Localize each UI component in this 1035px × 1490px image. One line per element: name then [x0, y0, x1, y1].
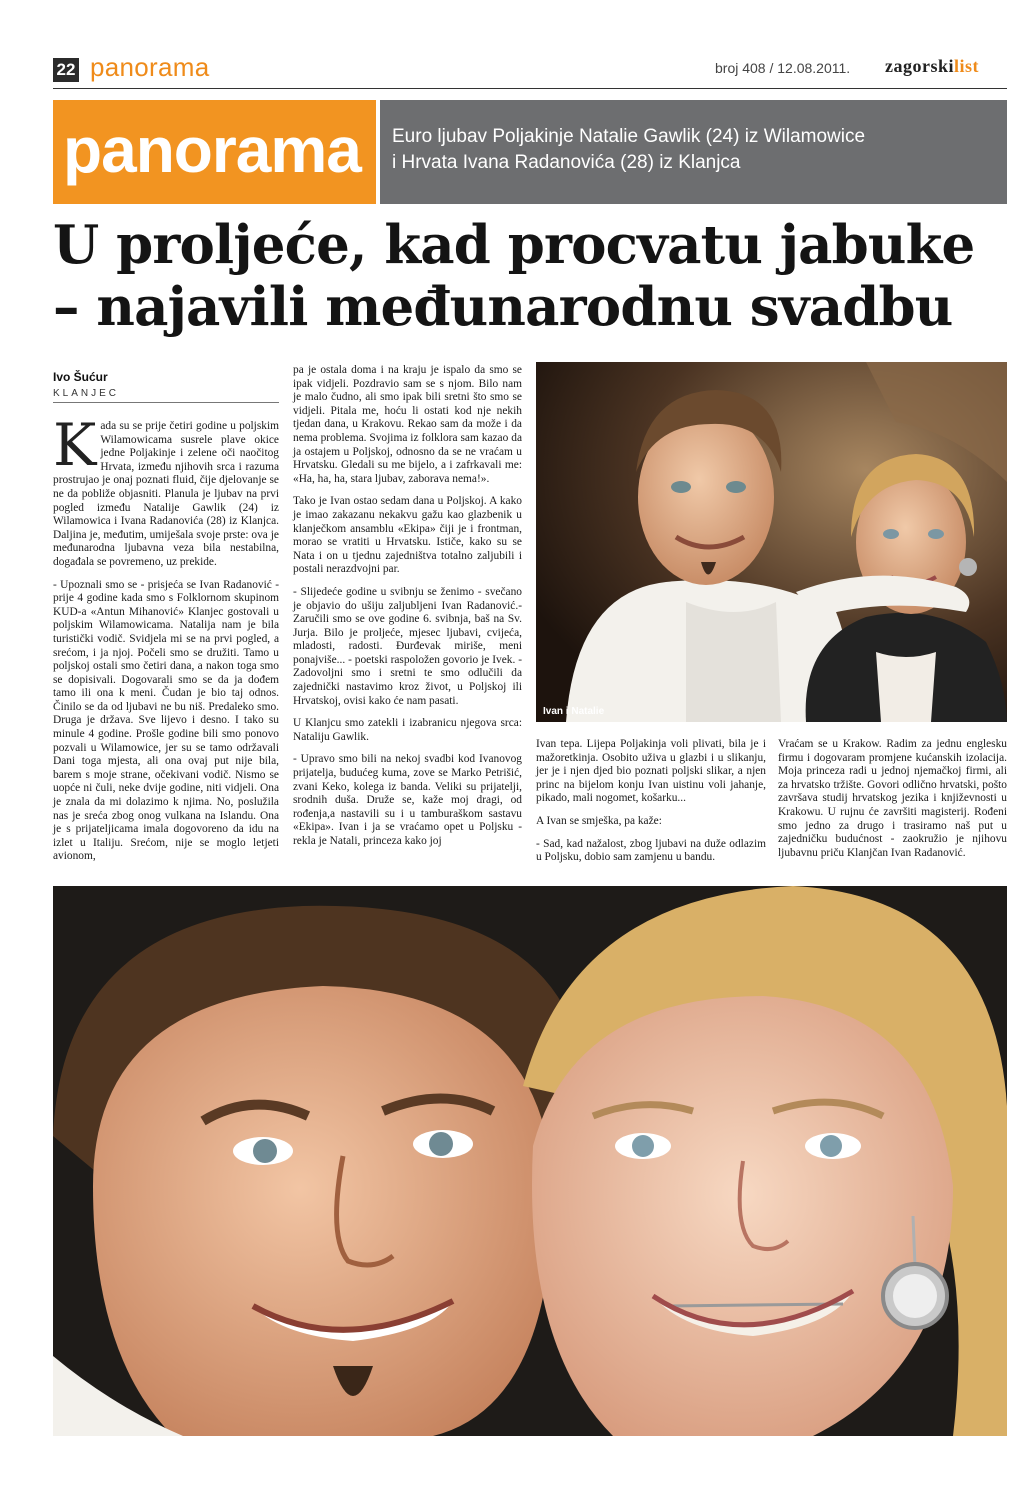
subheadline-line-2: i Hrvata Ivana Radanovića (28) iz Klanjca: [392, 152, 741, 173]
page-number: 22: [53, 58, 79, 82]
section-label: panorama: [90, 52, 210, 82]
byline-place: KLANJEC: [53, 388, 120, 399]
article-paragraph: - Slijedeće godine u svibnju se ženimo - svečano je objavio do ušiju zaljubljeni Ivan Radanović.- Zaručili smo se ove godine 6. svibnja, baš na Sv. Jurja. Bilo je proljeće, mjesec ljubavi, cvijeća, mladosti, radosti. Đurđevak miriše, meni ponajviše... - poetski raspoložen govorio je Ivek. - Zadovoljni smo i sretni te smo odlučili da zajednički nastavimo kroz život, u Poljskoj ili Hrvatskoj, ovisi kako će nam pasati.: [293, 585, 522, 707]
couple-photo-small-image: [536, 362, 1007, 722]
couple-photo-small: [536, 362, 1007, 722]
article-column-3: [536, 738, 766, 874]
byline-author: Ivo Šućur: [53, 370, 108, 384]
couple-photo-large-image: [53, 886, 1007, 1436]
headline-line-1: U proljeće, kad procvatu jabuke: [53, 214, 975, 276]
photo-caption: Ivan i Natalie: [543, 706, 605, 717]
article-paragraph: - Upravo smo bili na nekoj svadbi kod Ivanovog prijatelja, budućeg kuma, zove se Marko Petrišić, zvani Keko, kolega iz banda. Veliki su prijatelji, srodnih duša. Druže se, kaže moj dragi, od rođenja,a nastavili su i u tamburaškom sastavu «Ekipa». Ivan i ja se vraćamo opet u Poljsku - rekla je Natali, princeza kako joj: [293, 753, 522, 847]
article-paragraph: Tako je Ivan ostao sedam dana u Poljskoj. A kako je imao zakazanu nekakvu gažu kao glazbenik u klanječkom ansamblu «Ekipa» čiji je i frontman, morao se vratiti u Hrvatsku. Ističe, kako su se Nata i on u tjednu zajedništva totalno zaljubili i postali nerazdvojni par.: [293, 495, 522, 576]
article-paragraph: U Klanjcu smo zatekli i izabranicu njegova srca: Nataliju Gawlik.: [293, 717, 522, 743]
paragraph-text: ada su se prije četiri godine u poljskim Wilamowicama susrele plave okice jedne Poljakinje i zelene oči naočitog Hrvata, između njihovih srca i razuma prostrujao je onaj poznati fluid, čije djelovanje se ne da pobliže objasniti. Planula je ljubav na prvi pogled između Natalije Gawlik (24) iz Wilamowica i Ivana Radanovića (28) iz Klanjca. Daljina je, međutim, umiješala svoje prste: ova je međunarodna ljubavna veza bila nestabilna, događala se povremeno, uz prekide.: [53, 420, 279, 568]
article-paragraph: A Ivan se smješka, pa kaže:: [536, 814, 662, 827]
kicker-text: panorama: [63, 114, 361, 186]
article-column-2: [293, 364, 522, 858]
article-paragraph: - Sad, kad nažalost, zbog ljubavi na duže odlazim u Poljsku, dobio sam zamjenu u bandu.: [536, 837, 766, 864]
headline: [53, 214, 1013, 338]
drop-cap: K: [53, 411, 97, 479]
issue-info: broj 408 / 12.08.2011.: [715, 60, 851, 76]
article-paragraph: - Upoznali smo se - prisjeća se Ivan Radanović - prije 4 godine kada smo s Folklornom skupinom KUD-a «Antun Mihanović» Klanjec gostovali u poljskim Wilamowicama. Natalija nam je bila turistički vodič. Svidjela mi se na prvi pogled, a srećom, i ja njoj. Počeli smo se družiti. Tamo u poljskoj ostali smo četiri dana, a nakon toga smo se dopisivali. Dogovarali smo se da ja dođem tamo ili ona k meni. Čudan je bio taj odnos. Činilo se da od ljubavi ne bu niš. Predaleko smo. Druga je država. Sve lijevo i desno. I tako su minule 4 godine. Prošle godine bili smo ponovo pozvali u Wilamowice, jer su se tamo održavali Dani toga mjesta, ali ona ovaj put nije bila, barem s moje strane, očekivani vodič. Nismo se uopće ni čuli, neke dvije godine, niti vidjeli. Ona je znala da mi dolazimo k njima. No, poslužila nas je sreća zbog onog vulkana na Islandu. Ona je s prijateljicama imala dogovoreno da idu na izlet u Italiju. Srećom, nije se moglo letjeti avionom,: [53, 578, 279, 863]
headline-line-2: – najavili međunarodnu svadbu: [53, 276, 953, 338]
article-paragraph: Ivan tepa. Lijepa Poljakinja voli plivati, bila je i mažoretkinja. Osobito uživa u glazbi i u slikanju, jer je i njen djed bio poznati poljski slikar, a njen princ na bijelom konju Ivan uistinu voli jahanje, pikado, mali nogomet, košarku...: [536, 738, 766, 805]
article-column-4: [778, 738, 1007, 869]
subheadline: [392, 124, 992, 176]
byline-divider: [53, 402, 279, 403]
couple-photo-large: [53, 886, 1007, 1436]
article-paragraph: pa je ostala doma i na kraju je ispalo da smo se ipak vidjeli. Pozdravio sam se s njom. Bilo nam je malo čudno, ali smo ipak bili sretni što smo se vidjeli. Pitala me, hoću li ostati kod nje nekih tjedan dana, u Krakovu. Rekao sam da može i da nema problema. Svojima iz folklora sam kazao da ja ostajem u Poljskoj, odnosno da se ne vraćam u Hrvatsku. Gledali su me bijelo, a i zafrkavali me: «Ha, ha, ha, stara ljubav, zaborava nema!».: [293, 364, 522, 485]
article-column-1: [53, 411, 279, 873]
article-paragraph: [53, 411, 279, 570]
newspaper-logo: [885, 56, 979, 77]
subheadline-line-1: Euro ljubav Poljakinje Natalie Gawlik (24) iz Wilamowice: [392, 126, 866, 147]
article-paragraph: Vraćam se u Krakow. Radim za jednu englesku firmu i dogovaram promjene kućanskih izolacija. Moja princeza radi u jednoj njemačkoj firmi, ali za hrvatsko tržište. Govori odlično hrvatski, pošto završava studij hrvatskog jezika i književnosti u Krakowu. U rujnu će završiti magisterij. Rođeni smo jedno za drugo i trasiramo naš put u zajedničku budućnost - zaokružio je njihovu ljubavnu priču Klanjčan Ivan Radanović.: [778, 738, 1007, 859]
header-divider: [53, 88, 1007, 89]
logo-part-1: zagorski: [885, 56, 954, 76]
logo-part-2: list: [954, 56, 980, 76]
